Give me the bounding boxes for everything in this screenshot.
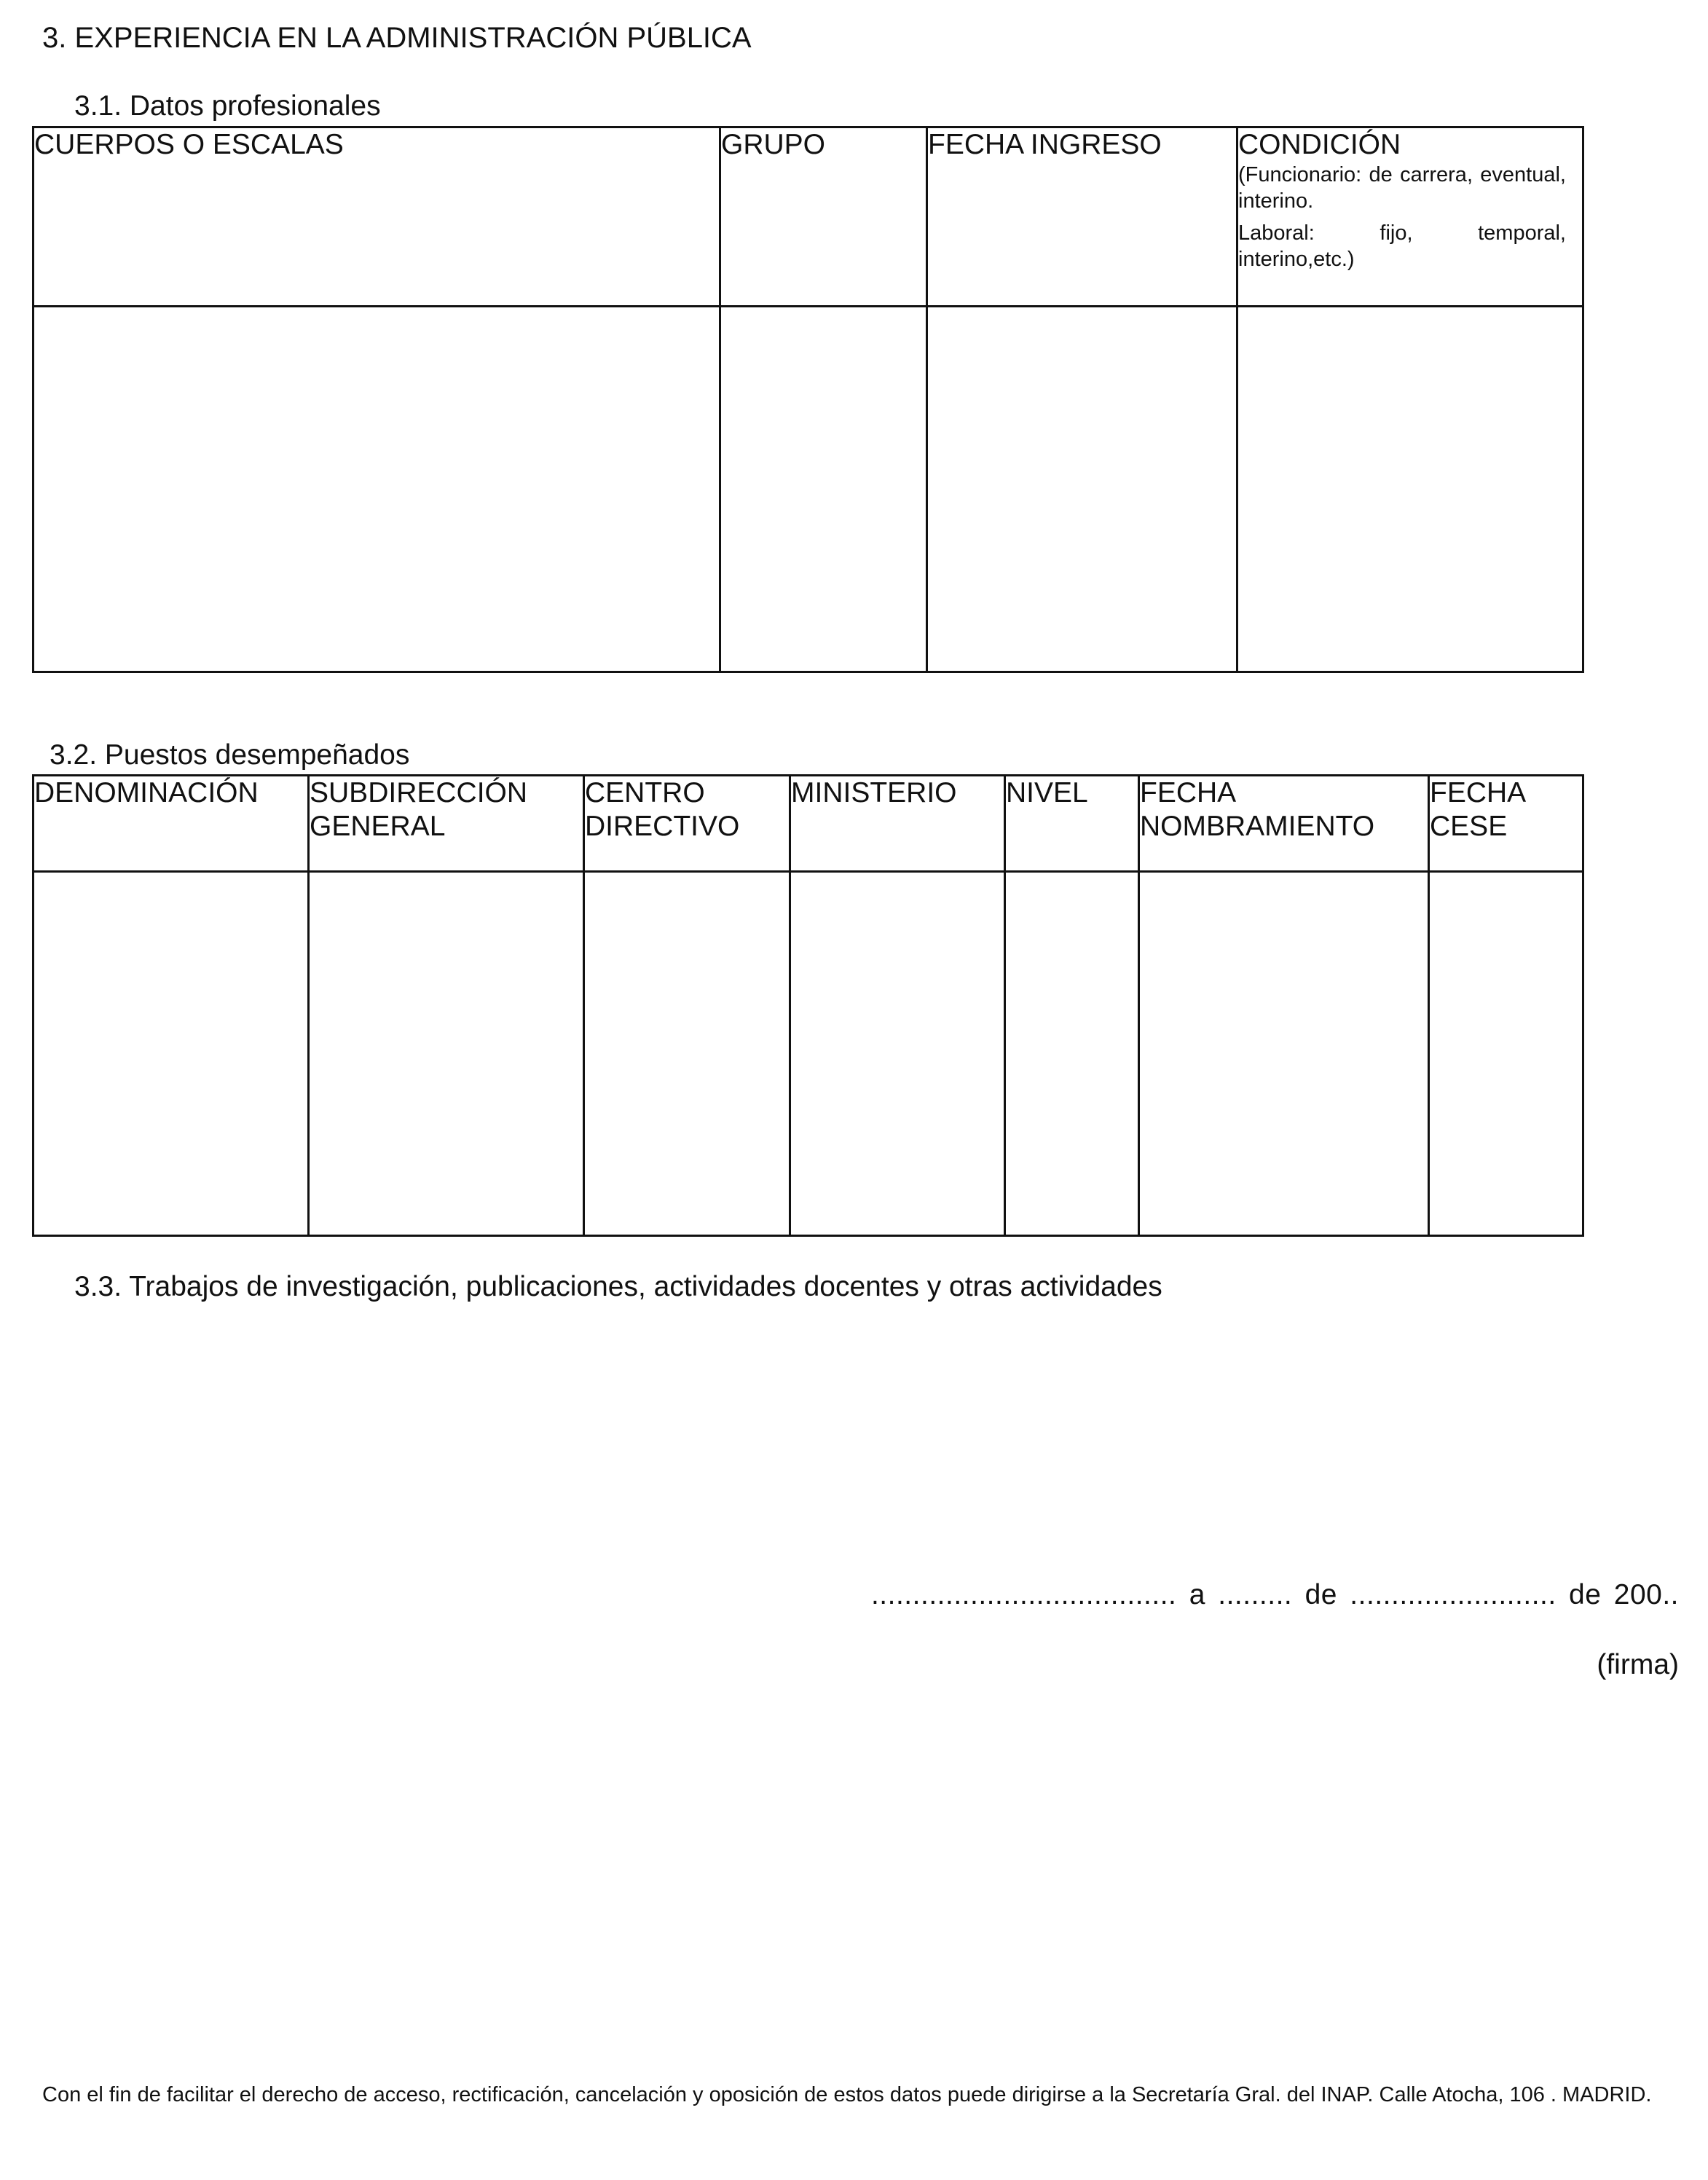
table-header-row (34, 776, 1583, 872)
col-header-ministerio: MINISTERIO (790, 776, 1005, 872)
col-header-fecha-ingreso: FECHA INGRESO (927, 127, 1237, 307)
col-header-condicion (1237, 127, 1583, 307)
cell-subdireccion[interactable] (309, 872, 584, 1236)
cell-nivel[interactable] (1005, 872, 1139, 1236)
condicion-note-funcionario: (Funcionario: de carrera, eventual, interino. (1238, 163, 1566, 213)
table-header-row (34, 127, 1583, 307)
cell-condicion[interactable] (1237, 307, 1583, 672)
cell-ministerio[interactable] (790, 872, 1005, 1236)
table-row (34, 307, 1583, 672)
section-title: 3. EXPERIENCIA EN LA ADMINISTRACIÓN PÚBLICA (42, 22, 752, 54)
col-header-centro-directivo: CENTRO DIRECTIVO (584, 776, 790, 872)
footer-note: Con el fin de facilitar el derecho de acceso, rectificación, cancelación y oposición de estos datos puede dirigirse a la Secretaría Gral. del INAP. Calle Atocha, 106 . MADRID. (42, 2083, 1652, 2106)
col-header-fecha-nombramiento: FECHA NOMBRAMIENTO (1139, 776, 1429, 872)
cell-fecha-cese[interactable] (1429, 872, 1583, 1236)
condicion-note-laboral: Laboral: fijo, temporal, interino,etc.) (1238, 221, 1566, 271)
col-header-grupo: GRUPO (720, 127, 927, 307)
datos-profesionales-table (32, 126, 1584, 673)
puestos-table (32, 774, 1584, 1237)
col-header-nivel: NIVEL (1005, 776, 1139, 872)
cell-cuerpos[interactable] (34, 307, 720, 672)
cell-centro-directivo[interactable] (584, 872, 790, 1236)
cell-fecha-ingreso[interactable] (927, 307, 1237, 672)
col-header-subdireccion: SUBDIRECCIÓN GENERAL (309, 776, 584, 872)
firma-label: (firma) (1597, 1649, 1679, 1680)
col-header-denominacion: DENOMINACIÓN (34, 776, 309, 872)
cell-fecha-nombramiento[interactable] (1139, 872, 1429, 1236)
datos-profesionales-title: 3.1. Datos profesionales (74, 90, 381, 122)
cell-denominacion[interactable] (34, 872, 309, 1236)
cell-grupo[interactable] (720, 307, 927, 672)
puestos-title: 3.2. Puestos desempeñados (50, 739, 410, 771)
trabajos-title: 3.3. Trabajos de investigación, publicaciones, actividades docentes y otras actividades (74, 1271, 1162, 1302)
col-header-fecha-cese: FECHA CESE (1429, 776, 1583, 872)
table-row (34, 872, 1583, 1236)
date-line: ..................................... a ......... de ......................... de 200.. (870, 1579, 1679, 1610)
condicion-label: CONDICIÓN (1238, 129, 1401, 160)
col-header-cuerpos: CUERPOS O ESCALAS (34, 127, 720, 307)
